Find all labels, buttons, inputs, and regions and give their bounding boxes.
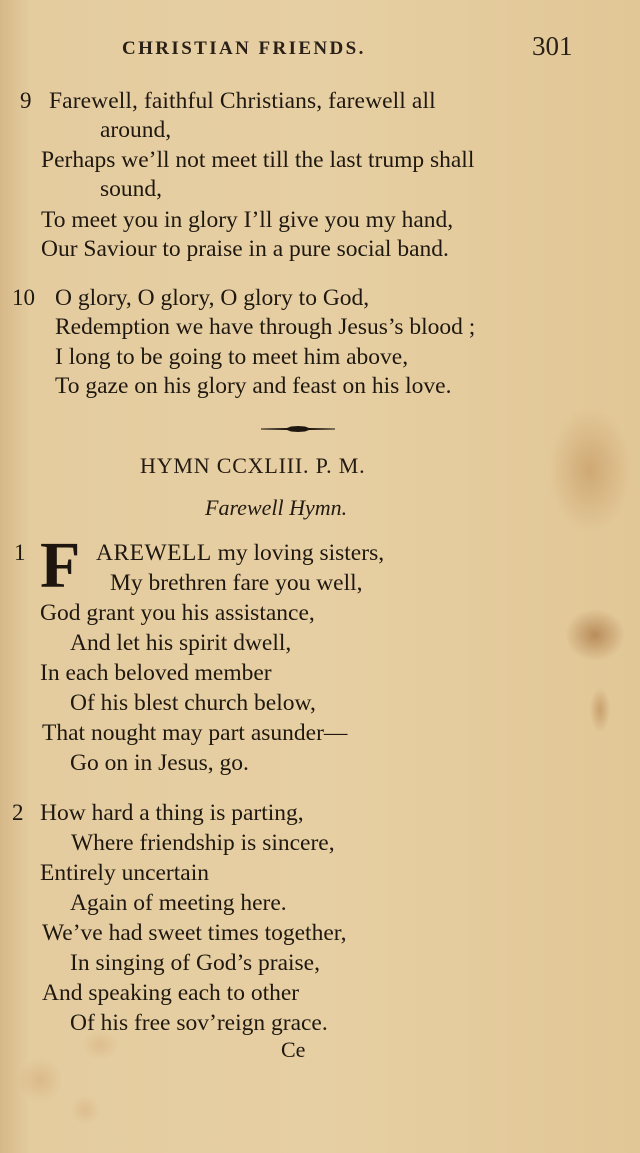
catchword: Ce [281, 1037, 306, 1062]
ornamental-rule-icon [261, 426, 335, 432]
verse-line: Where friendship is sincere, [71, 830, 335, 856]
drop-cap: F [40, 529, 81, 602]
verse-line: And speaking each to other [42, 980, 300, 1006]
verse-line: Go on in Jesus, go. [70, 750, 249, 776]
verse-line: Entirely uncertain [40, 860, 209, 886]
verse-number: 1 [14, 540, 26, 565]
verse-line [96, 538, 384, 568]
verse-line: Of his blest church below, [70, 690, 316, 716]
first-line-rest: my loving sisters, [211, 540, 385, 566]
verse-line: Again of meeting here. [70, 890, 287, 916]
verse-number: 9 [20, 88, 32, 113]
hymn-title: HYMN CCXLIII. P. M. [140, 453, 366, 478]
verse-line: That nought may part asunder— [42, 720, 348, 746]
verse-line: To gaze on his glory and feast on his love. [55, 373, 452, 399]
verse-line: Of his free sov’reign grace. [70, 1010, 328, 1036]
verse-line: around, [100, 117, 172, 143]
verse-line: I long to be going to meet him above, [55, 344, 409, 370]
verse-line: O glory, O glory, O glory to God, [55, 285, 370, 311]
first-word-caps: AREWELL [96, 540, 212, 566]
verse-line: Our Saviour to praise in a pure social band. [41, 236, 449, 262]
verse-line: Farewell, faithful Christians, farewell all [49, 88, 436, 114]
verse-line: My brethren fare you well, [110, 570, 363, 596]
verse-line: We’ve had sweet times together, [42, 920, 347, 946]
hymn-subtitle: Farewell Hymn. [205, 495, 348, 520]
verse-line: In singing of God’s praise, [70, 950, 320, 976]
verse-line: God grant you his assistance, [40, 600, 315, 626]
verse-line: And let his spirit dwell, [70, 630, 292, 656]
verse-number: 2 [12, 800, 24, 825]
verse-line: Redemption we have through Jesus’s blood ; [55, 314, 476, 340]
verse-line: sound, [100, 176, 163, 202]
verse-number: 10 [12, 285, 35, 310]
running-head: CHRISTIAN FRIENDS. [122, 38, 366, 59]
verse-line: To meet you in glory I’ll give you my hand, [41, 207, 454, 233]
page-number: 301 [532, 31, 573, 61]
verse-line: In each beloved member [40, 660, 272, 686]
verse-line: Perhaps we’ll not meet till the last trump shall [41, 147, 475, 173]
verse-line: How hard a thing is parting, [40, 800, 304, 826]
